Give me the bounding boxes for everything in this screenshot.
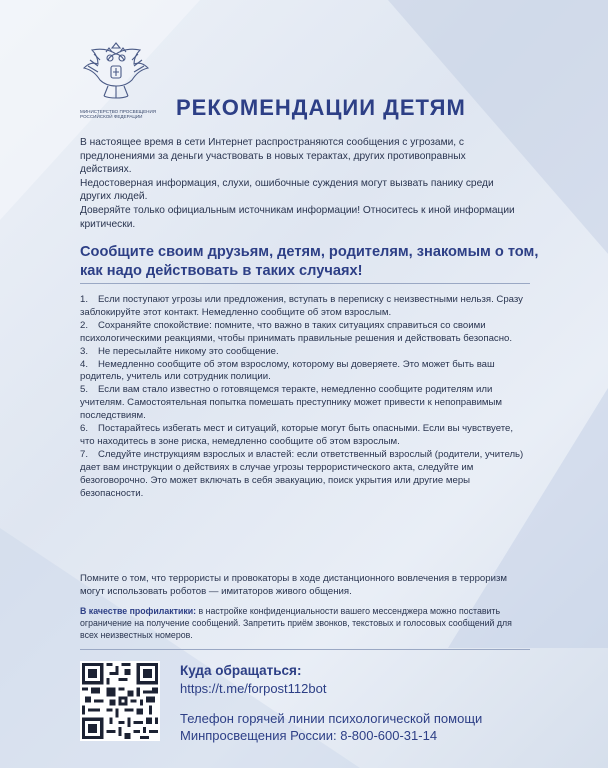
rules-list (80, 294, 530, 501)
intro-text (80, 136, 520, 231)
reminder-text: Помните о том, что террористы и провокаторы в ходе дистанционного вовлечения в терроризм могут использовать роботов — имитаторов живого общения. (80, 573, 507, 597)
divider (80, 283, 530, 284)
list-text: Сохраняйте спокойствие: помните, что важно в таких ситуациях справиться со своими психологическими реакциями, чтобы принимать правильные решения и действовать безопасно. (80, 319, 513, 344)
list-item (80, 359, 530, 385)
list-item (80, 423, 530, 449)
list-text: Не пересылайте никому это сообщение. (98, 345, 279, 357)
divider (80, 649, 530, 650)
list-number: 7. (80, 448, 89, 460)
list-number: 3. (80, 345, 89, 357)
list-text: Если вам стало известно о готовящемся теракте, немедленно сообщите родителям или учителям. Самостоятельная попытка помешать преступнику может привести к непоправимым последствиям. (80, 384, 503, 422)
list-item (80, 294, 530, 320)
intro-paragraph: Недостоверная информация, слухи, ошибочные суждения могут вызвать панику среди других людей. (80, 177, 494, 203)
list-number: 5. (80, 384, 89, 396)
list-item (80, 320, 530, 346)
list-item (80, 384, 530, 423)
prevention-body: в настройке конфиденциальности вашего мессенджера можно поставить ограничение на получение сообщений. Запретить приём звонков, текстовых и голосовых сообщений для всех неизвестных номеров. (80, 606, 512, 640)
list-number: 1. (80, 294, 89, 305)
page-title: РЕКОМЕНДАЦИИ ДЕТЯМ (176, 95, 466, 120)
hotline-text: Телефон горячей линии психологической помощи Минпросвещения России: 8-800-600-31-14 (180, 711, 483, 743)
prevention-label: В качестве профилактики: (80, 606, 197, 616)
list-number: 2. (80, 319, 89, 331)
prevention-text (80, 606, 520, 641)
list-number: 4. (80, 358, 89, 370)
headline: Сообщите своим друзьям, детям, родителям, знакомым о том, как надо действовать в таких случаях! (80, 244, 539, 279)
intro-paragraph: Доверяйте только официальным источникам информации! Относитесь к иной информации критически. (80, 204, 515, 230)
contact-heading: Куда обращаться: (180, 663, 302, 678)
list-text: Немедленно сообщите об этом взрослому, которому вы доверяете. Это может быть ваш родитель, учитель или сотрудник полиции. (80, 358, 495, 383)
list-text: Постарайтесь избегать мест и ситуаций, которые могут быть опасными. Если вы чувствуете, что находитесь в зоне риска, немедленно сообщите об этом взрослым. (80, 423, 514, 447)
qr-code-icon[interactable] (80, 661, 160, 741)
list-text: Если поступают угрозы или предложения, вступать в переписку с неизвестными нельзя. Сразу заблокируйте этот контакт. Немедленно сообщите об этом взрослым. (80, 294, 523, 318)
ministry-name: МИНИСТЕРСТВО ПРОСВЕЩЕНИЯ РОССИЙСКОЙ ФЕДЕРАЦИИ (80, 109, 157, 120)
list-text: Следуйте инструкциям взрослых и властей: если ответственный взрослый (родители, учитель) дает вам инструкции о действиях в случае угрозы террористического акта, следуйте им безоговорочно. Это может включать в себя эвакуацию, поиск укрытия или другие меры безопасности. (80, 448, 524, 499)
emblem-icon (80, 40, 152, 102)
list-item (80, 346, 530, 359)
intro-paragraph: В настоящее время в сети Интернет распространяются сообщения с угрозами, с предлонениями за деньги участвовать в новых терактах, других противоправных действиях. (80, 137, 466, 176)
list-item (80, 449, 530, 501)
telegram-bot-link[interactable]: https://t.me/forpost112bot (180, 681, 327, 696)
list-number: 6. (80, 423, 89, 435)
